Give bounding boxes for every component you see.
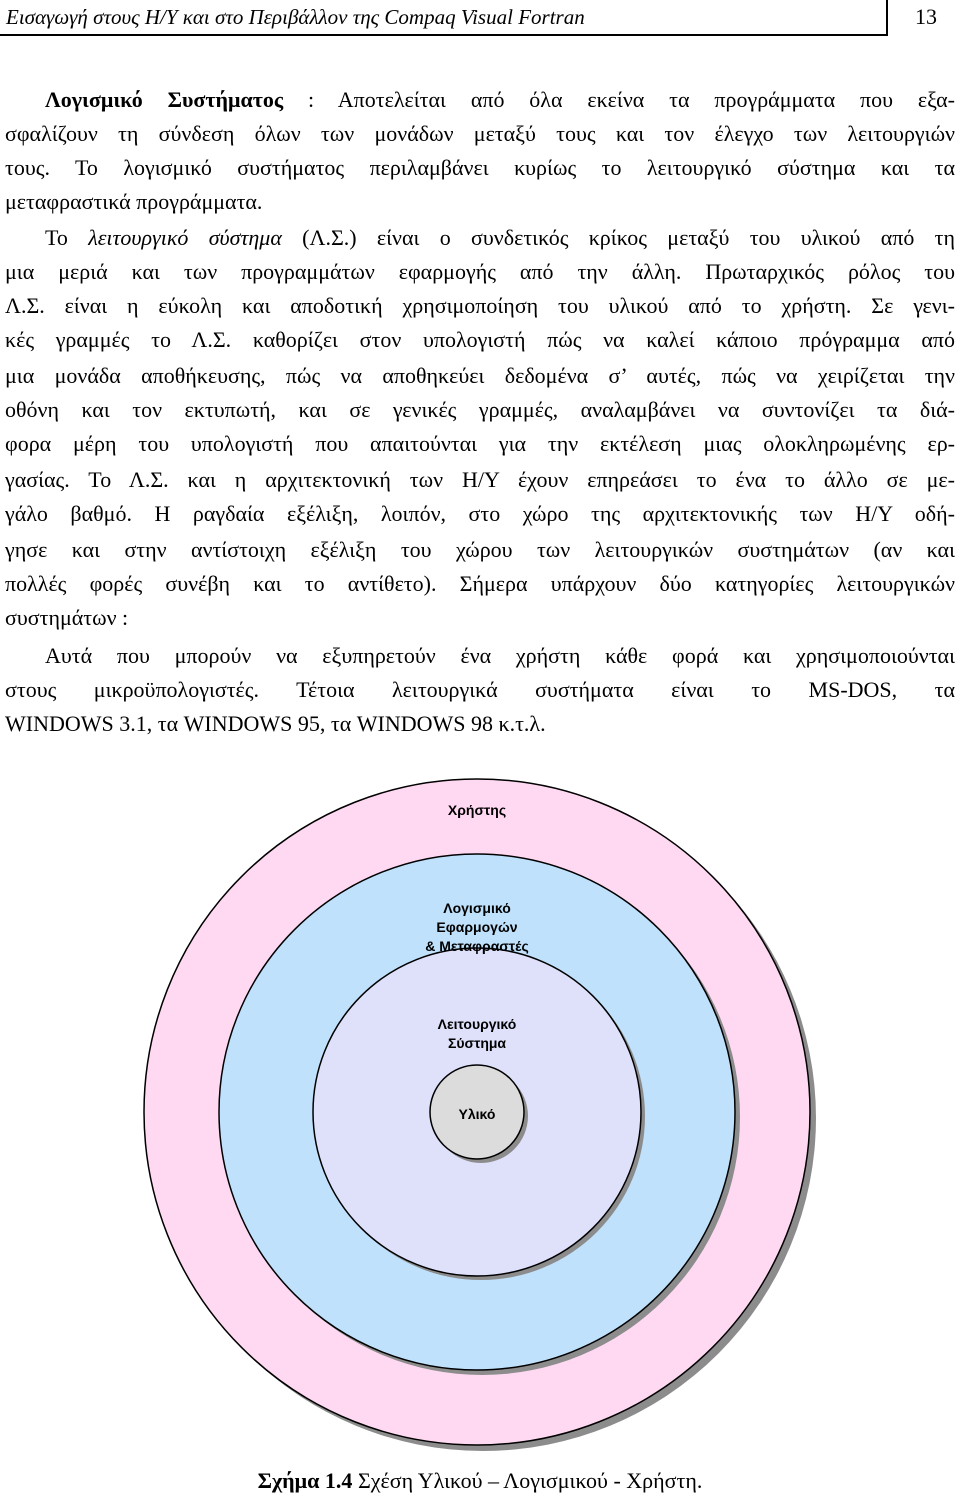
text-line: γασίας. Το Λ.Σ. και η αρχιτεκτονική των Η/Υ έχουν επηρεάσει το ένα το άλλο σε με- xyxy=(5,467,955,492)
application-software-label: Λογισμικό Εφαρμογών & Μεταφραστές xyxy=(425,900,529,954)
figure-caption-text: Σχέση Υλικού – Λογισμικού - Χρήστη. xyxy=(352,1468,703,1493)
figure-caption xyxy=(0,1466,960,1496)
text-line: μεταφραστικά προγράμματα. xyxy=(5,189,263,214)
figure-number: Σχήμα 1.4 xyxy=(257,1468,353,1493)
term-system-software: Λογισμικό Συστήματος xyxy=(45,87,284,112)
text-line: σφαλίζουν τη σύνδεση όλων των μονάδων μεταξύ τους και τον έλεγχο των λειτουργιών xyxy=(5,121,955,146)
text-line: οθόνη και τον εκτυπωτή, και σε γενικές γραμμές, αναλαμβάνει να συντονίζει τα διά- xyxy=(5,397,955,422)
user-label: Χρήστης xyxy=(447,802,507,818)
text-line: συστημάτων : xyxy=(5,605,129,630)
text-line: μια μεριά και των προγραμμάτων εφαρμογής από την άλλη. Πρωταρχικός ρόλος του xyxy=(5,259,955,284)
header-vertical-rule xyxy=(886,0,888,36)
text-line: πολλές φορές συνέβη και το αντίθετο). Σήμερα υπάρχουν δύο κατηγορίες λειτουργικών xyxy=(5,571,955,596)
text-line: Λ.Σ. είναι η εύκολη και αποδοτική χρησιμοποίηση του υλικού από το χρήστη. Σε γενι- xyxy=(5,293,955,318)
hardware-label: Υλικό xyxy=(458,1106,496,1122)
page-number: 13 xyxy=(915,4,937,29)
text-line: WINDOWS 3.1, τα WINDOWS 95, τα WINDOWS 98 κ.τ.λ. xyxy=(5,711,546,736)
text-line: φορα μέρη του υπολογιστή που απαιτούνται για την εκτέλεση μιας ολοκληρωμένης ερ- xyxy=(5,431,955,456)
term-operating-system: λειτουργικό σύστημα xyxy=(88,225,282,250)
layers-diagram xyxy=(0,760,960,1460)
operating-system-label: Λειτουργικό Σύστημα xyxy=(437,1016,517,1051)
text-line: Λογισμικό Συστήματος : Αποτελείται από όλα εκείνα τα προγράμματα που εξα- xyxy=(45,87,955,112)
text-line: γησε και στην αντίστοιχη εξέλιξη του χώρου των λειτουργικών συστημάτων (αν και xyxy=(5,537,955,562)
text-line: κές γραμμές το Λ.Σ. καθορίζει στον υπολογιστή πώς να καλεί κάποιο πρόγραμμα από xyxy=(5,327,955,352)
text-line: μια μονάδα αποθήκευσης, πώς να αποθηκεύει δεδομένα σ’ αυτές, πώς να χειρίζεται την xyxy=(5,363,955,388)
header-rule xyxy=(0,34,886,36)
text-line: γάλο βαθμό. Η ραγδαία εξέλιξη, λοιπόν, στο χώρο της αρχιτεκτονικής των Η/Υ οδή- xyxy=(5,501,955,526)
header-title: Εισαγωγή στους Η/Υ και στο Περιβάλλον της Compaq Visual Fortran xyxy=(6,5,585,29)
text-line: Αυτά που μπορούν να εξυπηρετούν ένα χρήστη κάθε φορά και χρησιμοποιούνται xyxy=(45,643,955,668)
text-line: στους μικροϋπολογιστές. Τέτοια λειτουργικά συστήματα είναι το MS-DOS, τα xyxy=(5,677,955,702)
text-line: Το λειτουργικό σύστημα (Λ.Σ.) είναι ο συνδετικός κρίκος μεταξύ του υλικού από τη xyxy=(45,225,955,250)
page-header xyxy=(0,0,960,40)
text-line: τους. Το λογισμικό συστήματος περιλαμβάνει κυρίως το λειτουργικό σύστημα και τα xyxy=(5,155,955,180)
